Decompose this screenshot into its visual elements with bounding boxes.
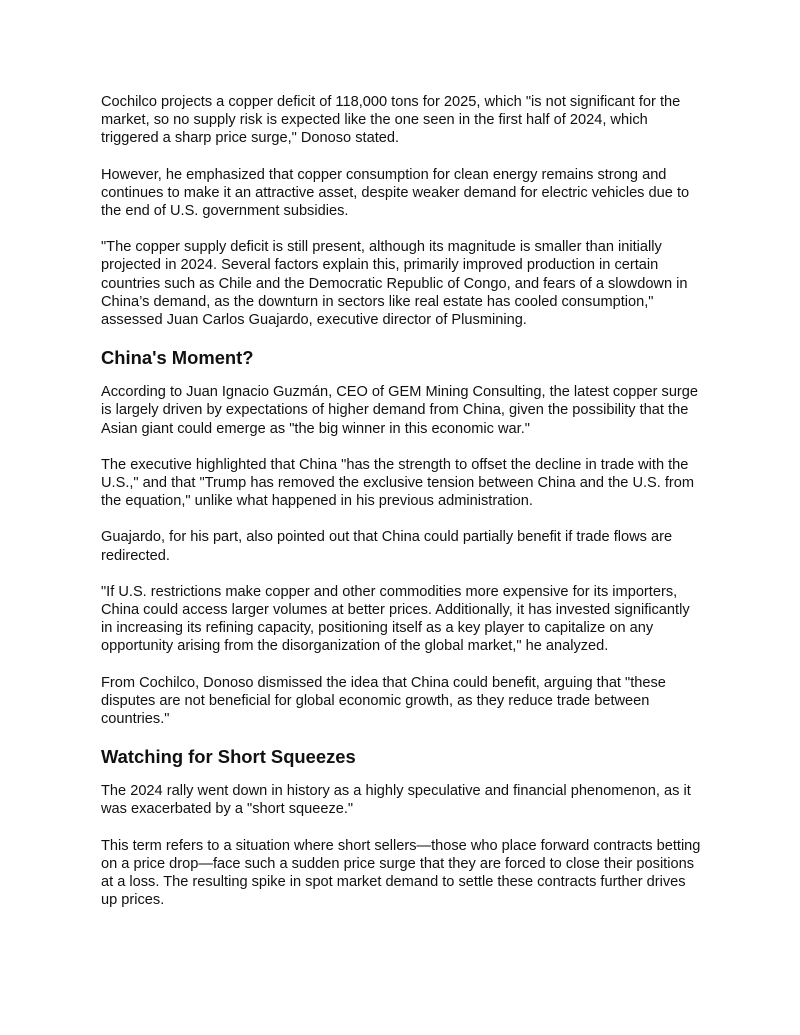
paragraph-cochilco-deficit: Cochilco projects a copper deficit of 118,000 tons for 2025, which "is not significant for the market, so no supply risk is expected like the one seen in the first half of 2024, which triggered a sharp price surge," Donoso stated.	[101, 94, 681, 147]
heading-short-squeezes: Watching for Short Squeezes	[101, 746, 356, 768]
paragraph-guzman: According to Juan Ignacio Guzmán, CEO of GEM Mining Consulting, the latest copper surge is largely driven by expectations of higher demand from China, given the possibility that the Asian giant could emerge as "the big winner in this economic war."	[101, 384, 699, 437]
heading-chinas-moment: China's Moment?	[101, 347, 254, 369]
document-page	[101, 93, 701, 928]
paragraph-donoso-dismissed: From Cochilco, Donoso dismissed the idea that China could benefit, arguing that "these disputes are not beneficial for global economic growth, as they reduce trade between countries."	[101, 674, 666, 728]
paragraph-guajardo-trade: Guajardo, for his part, also pointed out that China could partially benefit if trade flows are redirected.	[101, 529, 673, 564]
paragraph-2024-rally: The 2024 rally went down in history as a highly speculative and financial phenomenon, as it was exacerbated by a "short squeeze."	[101, 783, 691, 818]
paragraph-clean-energy: However, he emphasized that copper consumption for clean energy remains strong and continues to make it an attractive asset, despite weaker demand for electric vehicles due to the end of U.S. government subsidies.	[101, 166, 690, 220]
paragraph-short-sellers: This term refers to a situation where short sellers—those who place forward contracts betting on a price drop—face such a sudden price surge that they are forced to close their positions at a loss. The resulting spike in spot market demand to settle these contracts further drives up prices.	[101, 837, 701, 909]
paragraph-supply-deficit: "The copper supply deficit is still present, although its magnitude is smaller than initially projected in 2024. Several factors explain this, primarily improved production in certain countries such as Chile and the Democratic Republic of Congo, and fears of a slowdown in China’s demand, as the downturn in sectors like real estate has cooled consumption," assessed Juan Carlos Guajardo, executive director of Plusmining.	[101, 239, 688, 329]
paragraph-china-strength: The executive highlighted that China "has the strength to offset the decline in trade with the U.S.," and that "Trump has removed the exclusive tension between China and the U.S. from the equation," unlike what happened in his previous administration.	[101, 456, 695, 510]
paragraph-us-restrictions: "If U.S. restrictions make copper and other commodities more expensive for its importers, China could access larger volumes at better prices. Additionally, it has invested significantly in increasing its refining capacity, positioning itself as a key player to capitalize on any opportunity arising from the disorganization of the global market," he analyzed.	[101, 583, 690, 655]
